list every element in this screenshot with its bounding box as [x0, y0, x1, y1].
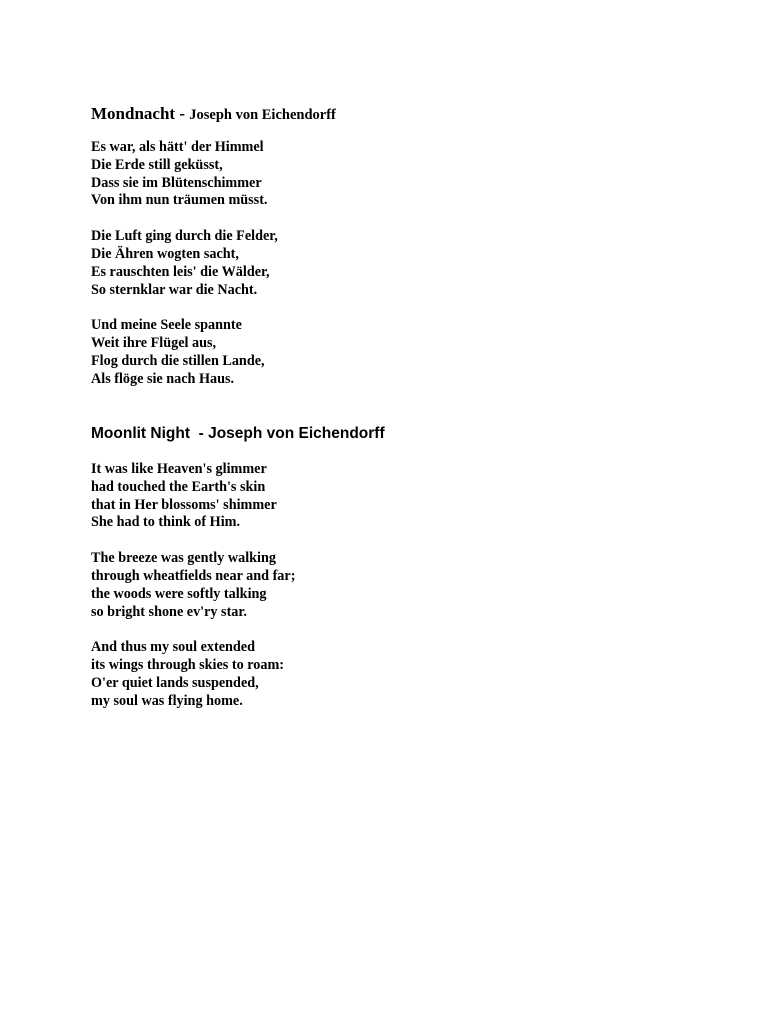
stanza: [91, 461, 691, 532]
poem-german-author: Joseph von Eichendorff: [189, 107, 336, 123]
verse-line: So sternklar war die Nacht.: [91, 281, 258, 298]
poem-german-heading: [91, 90, 691, 127]
verse-line: through wheatfields near and far;: [91, 567, 296, 584]
verse-line: Die Ähren wogten sacht,: [91, 245, 239, 262]
verse-line: the woods were softly talking: [91, 585, 267, 602]
verse-line: Und meine Seele spannte: [91, 317, 242, 334]
verse-line: its wings through skies to roam:: [91, 657, 284, 674]
verse-line: O'er quiet lands suspended,: [91, 674, 259, 691]
poem-english: [91, 425, 691, 711]
poem-german: [91, 90, 691, 389]
verse-line: It was like Heaven's glimmer: [91, 461, 267, 477]
verse-line: had touched the Earth's skin: [91, 478, 266, 495]
verse-line: Als flöge sie nach Haus.: [91, 370, 235, 387]
verse-line: Es war, als hätt' der Himmel: [91, 139, 264, 155]
stanza: [91, 139, 691, 210]
stanza: [91, 639, 691, 710]
verse-line: so bright shone ev'ry star.: [91, 603, 247, 620]
verse-line: that in Her blossoms' shimmer: [91, 496, 277, 513]
verse-line: She had to think of Him.: [91, 514, 241, 531]
poem-english-title: Moonlit Night - Joseph von Eichendorff: [91, 425, 385, 442]
verse-line: Es rauschten leis' die Wälder,: [91, 263, 270, 280]
stanza: [91, 317, 691, 388]
verse-line: And thus my soul extended: [91, 639, 255, 656]
verse-line: Dass sie im Blütenschimmer: [91, 174, 262, 191]
stanza: [91, 550, 691, 621]
verse-line: The breeze was gently walking: [91, 550, 276, 567]
verse-line: Von ihm nun träumen müsst.: [91, 192, 268, 209]
verse-line: Die Erde still geküsst,: [91, 156, 223, 173]
verse-line: my soul was flying home.: [91, 692, 243, 709]
verse-line: Die Luft ging durch die Felder,: [91, 228, 278, 245]
verse-line: Flog durch die stillen Lande,: [91, 352, 265, 369]
poem-german-title: Mondnacht -: [91, 104, 190, 123]
stanza: [91, 228, 691, 299]
verse-line: Weit ihre Flügel aus,: [91, 335, 217, 352]
